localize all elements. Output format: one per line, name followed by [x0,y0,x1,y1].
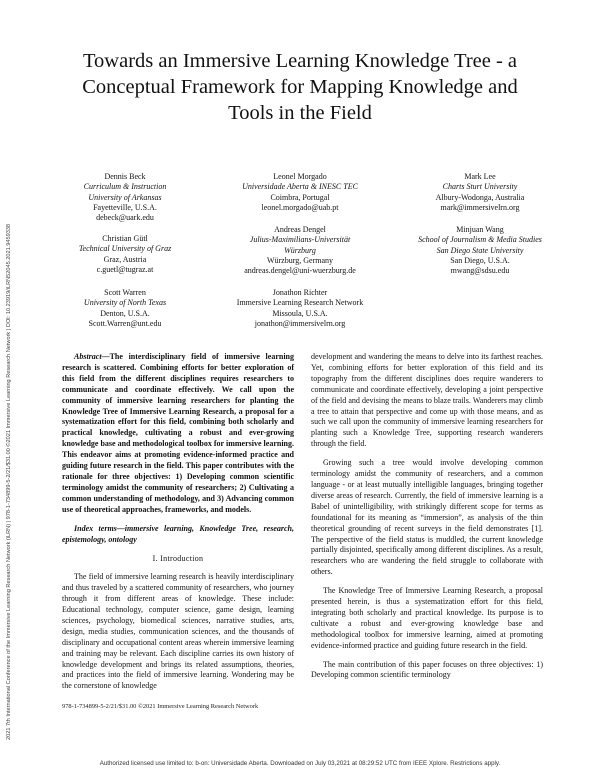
author-email: debeck@uark.edu [96,213,154,223]
abstract [62,352,294,516]
copyright-footnote: 978-1-734899-5-2/21/$31.00 ©2021 Immersive Learning Research Network [62,703,259,710]
author-dept: University of North Texas [83,298,167,308]
author-location: Albury-Wodonga, Australia [435,192,525,202]
author-block [410,172,550,213]
index-terms [62,524,294,546]
author-org: San Diego State University [436,245,524,255]
author-location: Coimbra, Portugal [270,192,330,202]
author-dept: Universidade Aberta & INESC TEC [242,182,358,192]
author-block [225,225,375,276]
body-paragraph: The main contribution of this paper focuses on three objectives: 1) Developing common scientific terminology [311,659,543,680]
author-dept: School of Journalism & Media Studies [418,235,542,245]
author-dept: Julius-Maximilians-Universität [249,235,351,245]
author-dept: Charts Sturt University [442,182,518,192]
author-name: Andreas Dengel [274,225,326,234]
license-footer: Authorized licensed use limited to: b-on: Universidade Aberta. Downloaded on July 03,2021 at 08:29:52 UTC from IEEE Xplore. Restrictions apply. [99,760,501,767]
title-line: Tools in the Field [228,102,372,124]
author-location: San Diego, U.S.A. [450,255,510,265]
conference-sidebar [0,0,12,750]
author-location: Fayetteville, U.S.A. [93,202,157,212]
body-paragraph: The Knowledge Tree of Immersive Learning Research, a proposal presented herein, is thus a systematization effort for this field, integrating both scholarly and practical knowledge. Its purpose is to cultivate a robust and ever-growing knowledge base and methodological toolbox for immersive learning, aimed at promoting evidence-informed practice and guiding future research in the field. [311,586,543,650]
author-name: Leonel Morgado [273,172,327,181]
section-heading: I. Introduction [152,554,204,564]
author-name: Dennis Beck [104,172,146,181]
author-name: Scott Warren [104,288,146,297]
body-paragraph: development and wandering the means to delve into its farthest reaches. Yet, combining efforts for better exploration of this field and its topography from the different disciplines does require wanderers to communicate and coordinate effectively, developing a joint perspective of the field and devising the means to blaze trails. Wanderers may climb a tree to attain that perspective and come up with those means, and as such we call upon the community of immersive learning researchers for planting such a Knowledge Tree, supporting research wanderers through the field. [311,352,543,449]
author-location: Denton, U.S.A. [100,308,150,318]
author-name: Christian Gütl [102,234,148,243]
author-location: Graz, Austria [103,254,147,264]
author-location: Würzburg, Germany [266,255,334,265]
intro-paragraph: The field of immersive learning research is heavily interdisciplinary and thus traveled by a scattered community of researchers, who journey through it from different areas of knowledge. These include: Educational technology, computer science, game design, learning sciences, psychology, biomedical sciences, narrative studies, arts, design, media studies, communication sciences, and the thousands of disciplinary and occupational content areas wherein immersive learning and training may be relevant. Each discipline carries its own history of knowledge development and brings its related assumptions, theories, and practices into the field of immersive learning. Wondering may be the cornerstone of knowledge [62,572,294,691]
author-location: Missoula, U.S.A. [272,308,328,318]
author-dept: Technical University of Graz [78,244,172,254]
author-name: Minjuan Wang [456,225,504,234]
author-block [225,172,375,213]
author-email: c.guetl@tugraz.at [96,264,154,274]
sidebar-text: 2021 7th International Conference of the Immersive Learning Research Network (iLRN) | 978-1-734899-5-2/21/$31.00 ©2021 Immersive Learning Research Network | DOI: 10.23919/iLRN52045.2021.9459338 [6,223,12,740]
index-terms-text: immersive learning, Knowledge Tree, research, epistemology, ontology [62,523,294,544]
author-org: University of Arkansas [88,192,162,202]
author-org: Würzburg [284,245,316,255]
author-email: andreas.dengel@uni-wuerzburg.de [244,266,356,276]
author-name: Mark Lee [464,172,496,181]
author-block [55,288,195,329]
author-email: mark@immersivelrn.org [440,202,520,212]
author-block [225,288,375,329]
index-terms-label: Index terms— [74,523,125,533]
paper-title [20,48,580,126]
author-block [405,225,555,276]
left-column [62,352,294,692]
body-paragraph: Growing such a tree would involve developing common terminology amidst the community of researchers, and a common language - or at least mutually intelligible languages, bringing together diverse areas of research. Currently, the field of immersive learning is a Babel of unintelligibility, with strikingly different scope for terms as foundational for its meaning as “immersion”, as analysis of the thin theoretical grounding of recent surveys in the field demonstrates [1]. The perspective of the field status is muddled, the current knowledge partially disjointed, specifically among different disciplines. As a result, researchers who are wandering the field struggle to collaborate with others. [311,458,543,577]
author-block [55,234,195,275]
author-email: jonathon@immersivelrn.org [254,318,346,328]
title-line: Conceptual Framework for Mapping Knowledge and [82,76,518,98]
abstract-text: The interdisciplinary field of immersive learning research is scattered. Combining efforts for better exploration of this field from the different disciplines requires researchers to communicate and coordinate effectively. We call upon the community of immersive learning researchers for planting the Knowledge Tree of Immersive Learning Research, a proposal for a systematization effort for this field, combining both scholarly and practical knowledge, cultivating a robust and ever-growing knowledge base and methodological toolbox for immersive learning. This endeavor aims at promoting evidence-informed practice and guiding future research in the field. This paper contributes with the rationale for three objectives: 1) Developing common scientific terminology amidst the community of researchers; 2) Cultivating a common understanding of methodology, and 3) Advancing common use of theoretical approaches, frameworks, and models. [62,352,294,514]
abstract-label: Abstract— [74,352,110,361]
author-block [55,172,195,223]
author-dept: Curriculum & Instruction [83,182,167,192]
author-email: leonel.morgado@uab.pt [261,202,339,212]
author-email: mwang@sdsu.edu [450,266,510,276]
title-line: Towards an Immersive Learning Knowledge Tree - a [82,50,518,72]
author-name: Jonathon Richter [272,288,328,297]
right-column [311,352,543,681]
author-email: Scott.Warren@unt.edu [88,318,162,328]
author-dept: Immersive Learning Research Network [236,298,364,308]
